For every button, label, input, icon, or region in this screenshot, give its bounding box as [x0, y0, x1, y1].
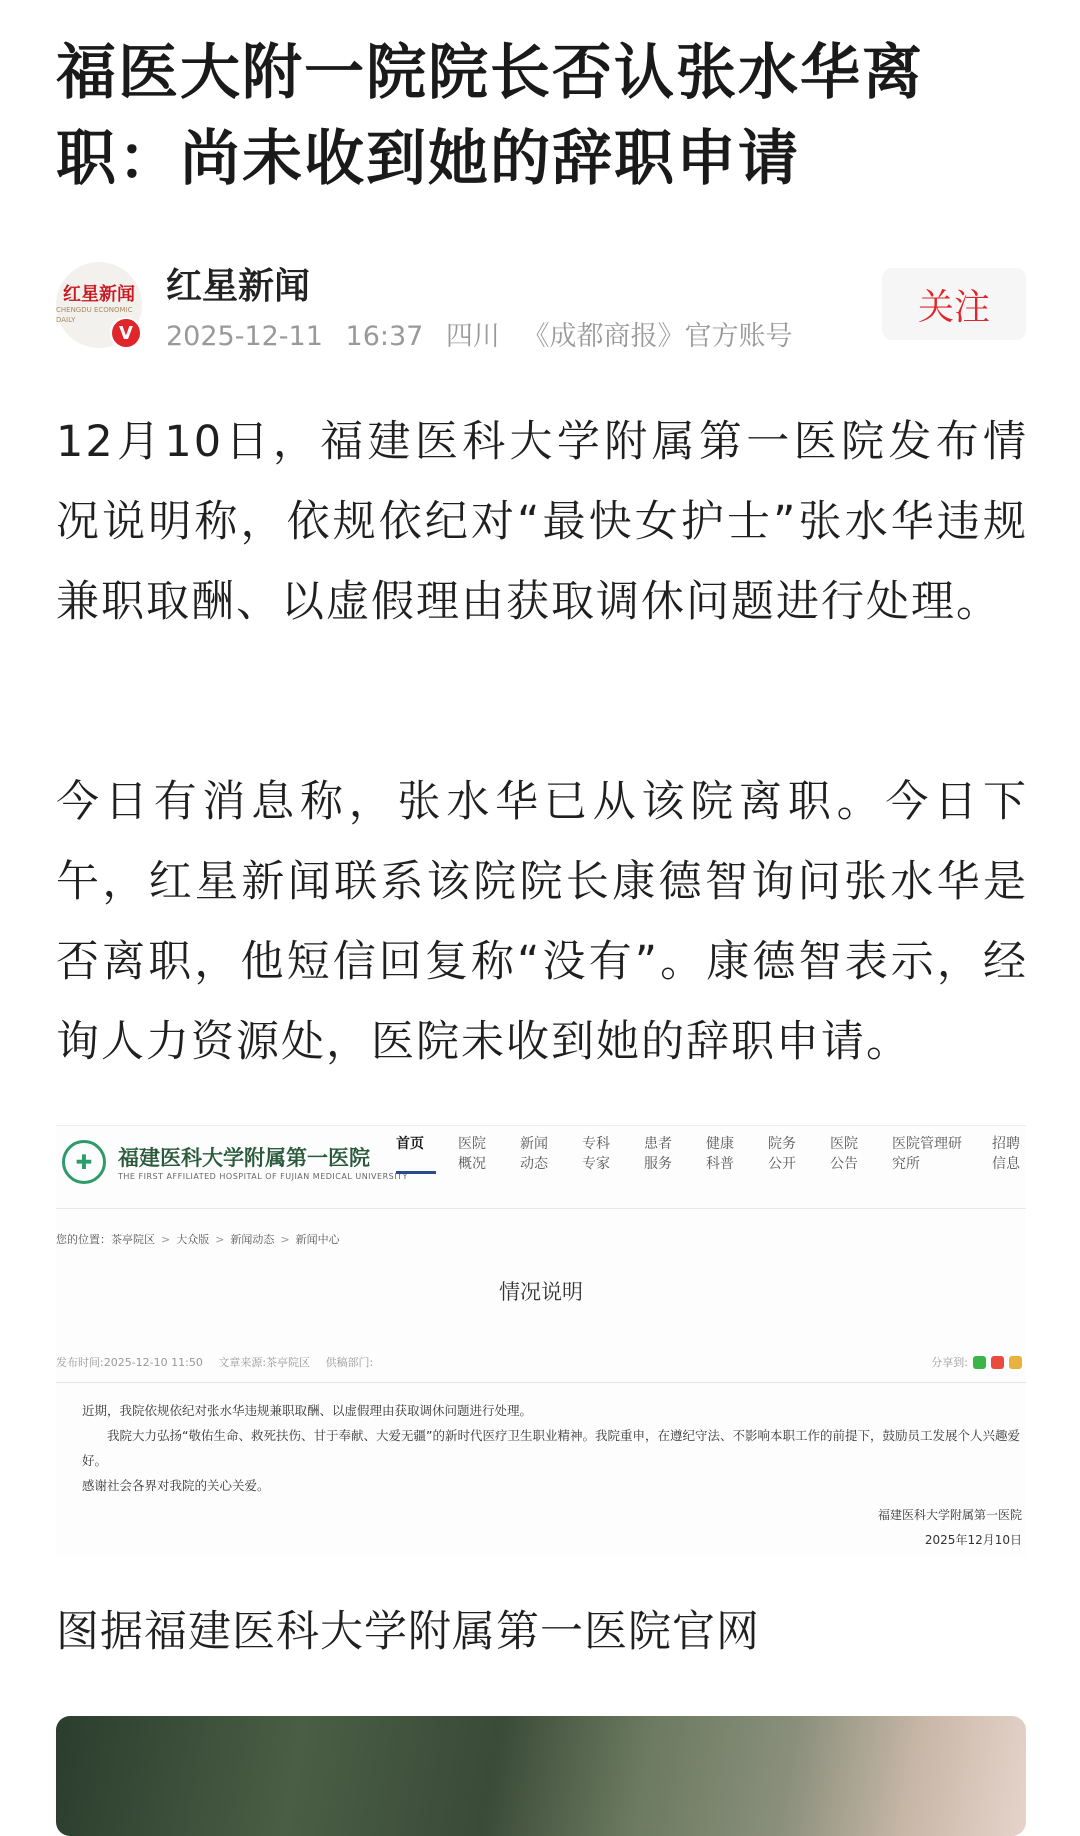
site-nav-item: 专科专家 [582, 1136, 610, 1172]
avatar-logo-text: 红星新闻 [63, 284, 135, 305]
site-nav-item: 招聘信息 [992, 1136, 1020, 1172]
wechat-share-icon [973, 1356, 986, 1369]
follow-button[interactable]: 关注 [882, 268, 1026, 340]
article-photo[interactable] [56, 1716, 1026, 1836]
notice-paragraph: 我院大力弘扬“敬佑生命、救死扶伤、甘于奉献、大爱无疆”的新时代医疗卫生职业精神。我院重申，在遵纪守法、不影响本职工作的前提下，鼓励员工发展个人兴趣爱好。 [82, 1428, 1020, 1468]
notice-signature-date: 2025年12月10日 [924, 1533, 1022, 1547]
site-nav [396, 1134, 1026, 1174]
site-name: 福建医科大学附属第一医院 [118, 1146, 370, 1170]
notice-signature-org: 福建医科大学附属第一医院 [877, 1508, 1022, 1522]
site-nav-item: 健康科普 [706, 1136, 734, 1172]
site-name-english: THE FIRST AFFILIATED HOSPITAL OF FUJIAN MEDICAL UNIVERSITY [118, 1172, 408, 1181]
notice-source: 文章来源:茶亭院区 [218, 1356, 311, 1369]
site-nav-item: 医院公告 [830, 1136, 858, 1172]
notice-provider: 供稿部门: [325, 1356, 374, 1369]
breadcrumb-item: 大众版 [176, 1233, 210, 1246]
breadcrumb-separator: > [280, 1233, 290, 1246]
notice-info-row [56, 1354, 1026, 1383]
article-paragraph: 今日有消息称，张水华已从该院离职。今日下午，红星新闻联系该院院长康德智询问张水华是否离职，他短信回复称“没有”。康德智表示，经询人力资源处，医院未收到她的辞职申请。 [56, 777, 1028, 1067]
site-nav-item: 首页 [396, 1134, 436, 1174]
site-nav-item: 新闻动态 [520, 1136, 548, 1172]
account-description: 《成都商报》官方账号 [522, 321, 793, 352]
site-nav-item: 患者服务 [644, 1136, 672, 1172]
site-nav-item: 医院管理研究所 [892, 1136, 962, 1172]
notice-title: 情况说明 [499, 1280, 583, 1304]
article-paragraph: 12月10日，福建医科大学附属第一医院发布情况说明称，依规依纪对“最快女护士”张水华违规兼职取酬、以虚假理由获取调休问题进行处理。 [56, 417, 1028, 627]
avatar-logo-subtext: CHENGDU ECONOMIC DAILY [56, 306, 133, 324]
share-label: 分享到: [931, 1356, 968, 1369]
site-nav-item: 医院概况 [458, 1136, 486, 1172]
breadcrumb-separator: > [161, 1233, 171, 1246]
publish-time: 16:37 [345, 321, 424, 352]
site-header [56, 1126, 1026, 1209]
article-title: 福医大附一院院长否认张水华离职：尚未收到她的辞职申请 [56, 38, 924, 194]
embedded-website-screenshot[interactable] [56, 1125, 1026, 1556]
notice-paragraph: 近期，我院依规依纪对张水华违规兼职取酬、以虚假理由获取调休问题进行处理。 [82, 1403, 533, 1418]
notice-paragraph: 感谢社会各界对我院的关心关爱。 [82, 1478, 270, 1493]
verified-badge-icon: V [110, 317, 142, 349]
publish-location: 四川 [445, 321, 500, 352]
site-nav-item: 院务公开 [768, 1136, 796, 1172]
breadcrumb-item: 茶亭院区 [111, 1233, 155, 1246]
article-meta [166, 314, 807, 353]
publish-date: 2025-12-11 [166, 321, 323, 352]
breadcrumb-separator: > [215, 1233, 225, 1246]
breadcrumb-item: 新闻中心 [295, 1233, 340, 1246]
breadcrumb-item: 新闻动态 [230, 1233, 275, 1246]
weibo-share-icon [991, 1356, 1004, 1369]
breadcrumb-label: 您的位置： [56, 1233, 111, 1246]
author-name[interactable]: 红星新闻 [166, 266, 311, 307]
notice-publish-time: 发布时间:2025-12-10 11:50 [56, 1356, 203, 1369]
image-caption: 图据福建医科大学附属第一医院官网 [56, 1607, 760, 1657]
qzone-share-icon [1009, 1356, 1022, 1369]
notice-body [82, 1398, 1022, 1498]
hospital-logo-icon: ✚ [62, 1140, 106, 1184]
site-breadcrumb [56, 1231, 340, 1247]
